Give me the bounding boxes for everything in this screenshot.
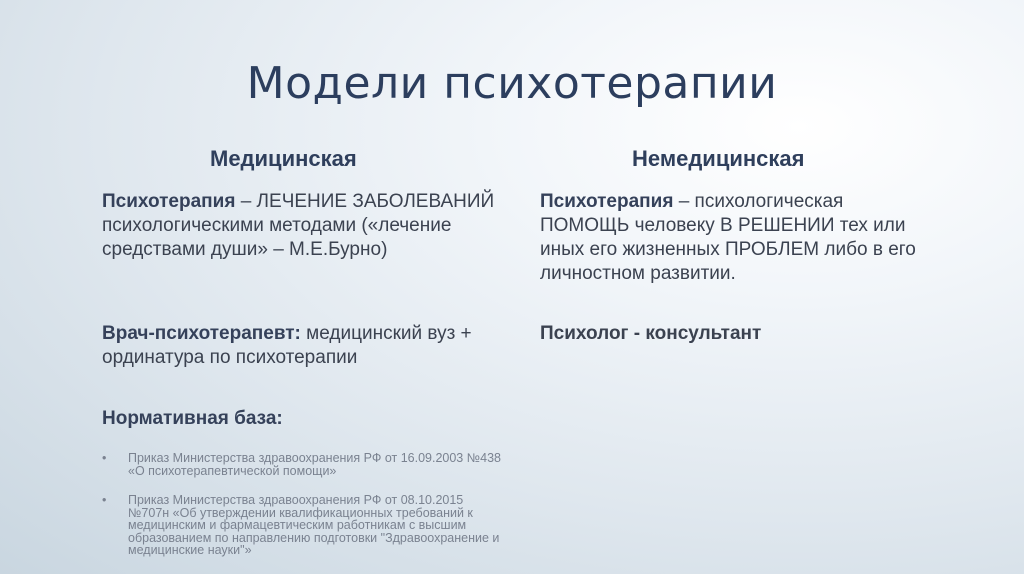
doctor-requirements <box>102 322 512 370</box>
reference-text: Приказ Министерства здравоохранения РФ от 08.10.2015 №707н «Об утверждении квалификационных требований к медицинским и фармацевтическим работникам с высшим образованием по направлению подготовки "Здравоохранение и медицинские науки"» <box>128 493 500 557</box>
nonmedical-definition <box>540 190 935 286</box>
nonmedical-heading: Немедицинская <box>632 146 805 171</box>
references-list <box>102 452 502 574</box>
medical-definition <box>102 190 502 262</box>
medical-definition-text: – ЛЕЧЕНИЕ ЗАБОЛЕВАНИЙ психологическими методами («лечение средствами души» – М.Е.Бурно) <box>102 191 495 260</box>
normative-basis-heading: Нормативная база: <box>102 408 283 429</box>
slide-title: Модели психотерапии <box>246 58 778 109</box>
reference-text: Приказ Министерства здравоохранения РФ от 16.09.2003 №438 «О психотерапевтической помощи» <box>128 451 501 478</box>
specialist-label: Психолог - консультант <box>540 323 762 344</box>
bullet-icon: • <box>102 493 107 507</box>
medical-definition-term: Психотерапия <box>102 191 236 212</box>
doctor-text: медицинский вуз + ординатура по психотерапии <box>102 323 472 368</box>
medical-heading: Медицинская <box>210 146 357 171</box>
nonmedical-definition-text: – психологическая ПОМОЩЬ человеку В РЕШЕНИИ тех или иных его жизненных ПРОБЛЕМ либо в его личностном развитии. <box>540 191 916 284</box>
doctor-term: Врач-психотерапевт: <box>102 323 301 344</box>
nonmedical-definition-term: Психотерапия <box>540 191 674 212</box>
reference-item <box>102 452 502 477</box>
reference-item <box>102 494 502 557</box>
bullet-icon: • <box>102 451 107 465</box>
